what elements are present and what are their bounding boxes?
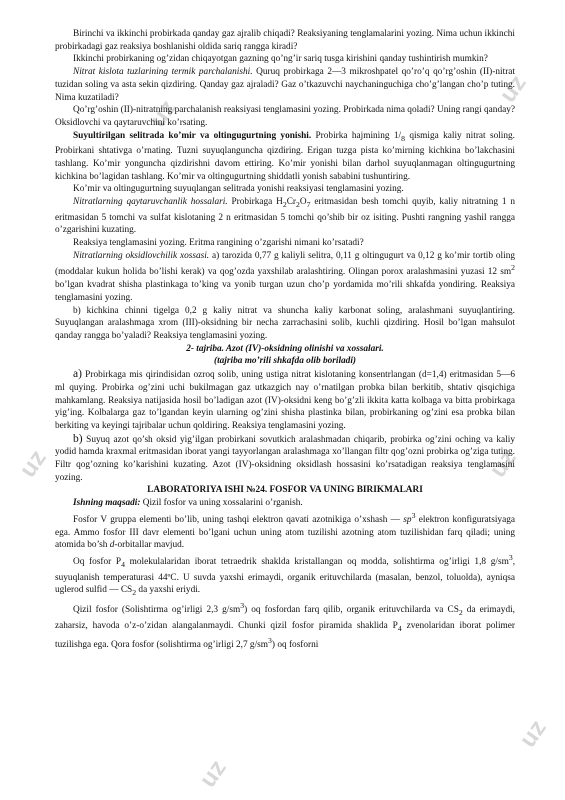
section-heading <box>55 343 515 356</box>
watermark: uz <box>14 445 52 483</box>
paragraph-text: da yaxshi eriydi. <box>136 585 201 596</box>
aim-label: Ishning maqsadi: <box>73 498 141 509</box>
paragraph: b) kichkina chinni tigelga 0,2 g kaliy nitrat va shuncha kaliy karbonat soling, aralashmani suyuqlantiring. Suyuqlangan aralashmaga xrom (III)-oksidning bir necha zarrachasini solib, kuchli qizdiring. Hosil bo’lgan mahsulot qanday rangga bo’yaladi? Reaksiya tenglamasini yozing. <box>55 305 515 341</box>
paragraph <box>55 66 515 104</box>
watermark: uz <box>194 755 232 793</box>
document-page <box>55 28 515 652</box>
paragraph <box>55 433 515 485</box>
subscript: 2 <box>458 607 463 617</box>
paragraph-text: Fosfor V gruppa elementi bo’lib, uning tashqi elektron qavati azotnikiga o’xshash — <box>73 514 404 525</box>
lab-title: LABORATORIYA ISHI №24. FOSFOR VA UNING BIRIKMALARI <box>147 485 423 496</box>
subscript: 8 <box>401 133 405 143</box>
paragraph-text: eritmasidan besh tomchi quyib, kaliy nitratning 1 n eritmasidan 5 tomchi va sulfat kislotaning 2 n eritmasidan 5 tomchi qo’shib bir oz isiting. Pushti rangning yashil rangga o’zgarishini kuzating. <box>55 197 516 236</box>
subscript: 4 <box>121 559 125 569</box>
superscript: 3 <box>508 553 513 563</box>
watermark: uz <box>144 95 182 133</box>
watermark: uz <box>484 445 522 483</box>
paragraph: Ko’mir va oltingugurtning suyuqlangan selitrada yonishi reaksiyasi tenglamasini yozing. <box>73 184 404 195</box>
paragraph-text: ) oq fosforni <box>271 640 319 651</box>
paragraph-text: da erimaydi, zaharsiz, havoda o’z-o’zidan alangalanmaydi. Chunki qizil fosfor piramida shaklida P <box>55 605 515 631</box>
subscript: 2 <box>132 588 137 598</box>
paragraph-text: sp <box>403 514 412 525</box>
superscript: 3 <box>268 636 272 646</box>
subscript: 2 <box>282 199 287 209</box>
paragraph-text: zvenolaridan iborat polimer tuzilishga ega. Qora fosfor (solishtirma og’irligi 2,7 g/sm <box>55 620 515 651</box>
paragraph <box>55 510 515 552</box>
heading-text: (tajriba mo’rili shkafda olib boriladi) <box>213 356 357 367</box>
subscript: 7 <box>306 199 311 209</box>
paragraph-text: Qizil fosfor (Solishtirma og’irligi 2,3 g/sm <box>73 605 241 616</box>
paragraph <box>55 600 515 652</box>
superscript: 2 <box>511 263 515 273</box>
superscript: 3 <box>411 510 416 520</box>
paragraph <box>55 130 515 184</box>
paragraph-text: Probirkaga H <box>227 197 283 207</box>
subscript: 4 <box>397 623 402 633</box>
paragraph-lead: Suyultirilgan selitrada ko’mir va oltingugurtning yonishi. <box>73 130 312 141</box>
item-letter: b) <box>73 432 83 445</box>
section-subheading <box>55 355 515 368</box>
paragraph: Birinchi va ikkinchi probirkada qanday gaz ajralib chiqadi? Reaksiyaning tenglamalarini yozing. Nima uchun ikkinchi probirkadagi gaz reaksiya boshlanishi oldida sariq rangga kiradi? <box>55 29 515 52</box>
paragraph: Qo’rg’oshin (II)-nitratning parchalanish reaksiyasi tenglamasini yozing. Probirkada nima qoladi? Uning rangi qanday? Oksidlovchi va qaytaruvchini ko’rsating. <box>55 105 515 128</box>
paragraph <box>55 196 515 237</box>
paragraph: Reaksiya tenglamasini yozing. Eritma rangining o’zgarishi nimani ko’rsatadi? <box>73 237 364 248</box>
paragraph-text: bo’lgan kvadrat shisha plastinkaga to’king va yonib turgan uzun cho’p yordamida mo’rili shkafda yondiring. Reaksiya tenglamasini yozing. <box>55 280 515 303</box>
paragraph-text: qismiga kaliy nitrat soling. Probirkani shtativga o’rnating. Tuzni suyuqlanguncha qizdiring. Erigan tuzga pista ko’mirning kichkina bo’lakchasini tashlang. Ko’mir yonguncha qizdirishni davom ettiring. Ko’mir yonishi bilan darhol suyuqlanmagan oltingugurtning kichkina bo’lagidan tashlang. Ko’mir va oltingugurtning shiddatli yonish sababini tushuntiring. <box>55 130 516 182</box>
paragraph-text: elektron konfiguratsiyaga ega. Ammo fosfor III davr elementi bo’lgani uchun uning atom tuzilishi azotning atom tuzilishidan farq qiladi; uning atomida bo’sh <box>55 514 515 551</box>
paragraph-text: , suyuqlanish temperaturasi 44ºC. U suvda yaxshi erimaydi, organik erituvchilarda (masalan, benzol, toluolda), ayniqsa uglerod sulfid — CS <box>55 557 516 596</box>
paragraph-text: ) oq fosfordan farq qilib, organik erituvchilarda va CS <box>244 605 459 616</box>
paragraph-text: Cr <box>286 197 297 207</box>
paragraph-lead: Nitrat kislota tuzlarining termik parchalanishi. <box>73 67 253 78</box>
paragraph-text: Probirka hajmining 1/ <box>311 130 402 141</box>
paragraph-text: -orbitallar mavjud. <box>114 540 185 551</box>
paragraph-text: a) tarozida 0,77 g kaliyli selitra, 0,11 g oltingugurt va 0,12 g ko’mir tortib oling (moddalar kukun holida bo’lishi kerak) va qog’ozda yaxshilab aralashtiring. Olingan porox aralashmasini yuzasi 12 sm <box>55 250 515 278</box>
paragraph-text: Probirkaga mis qirindisidan ozroq solib, uning ustiga nitrat kislotaning konsentrlangan (d=1,4) eritmasidan 5—6 ml quying. Probirka og’zini uchi bukilmagan gaz utkazgich nay o’rnatilgan probka bilan berkitib, shtativ qisqichiga mahkamlang. Reaksiya natijasida hosil bo’ladigan azot (IV)-oksidni keng bo’g’zli ikkita katta kolbaga va bitta probirkaga yig’ing. Kolbalarga gaz to’lgandan keyin ularning og’zini shisha plastinka bilan, probirkaning og’zini esa probka bilan berkiting va keyingi tajribalar uchun qoldiring. Reaksiya tenglamasini yozing. <box>55 370 515 431</box>
paragraph <box>55 497 515 510</box>
paragraph-lead: Nitratlarning qaytaruvchanlik hossalari. <box>73 197 228 207</box>
paragraph-text: Suyuq azot qo’sh oksid yig’ilgan probirkani sovutkich aralashmadan chiqarib, probirka og’zini oching va kaliy yodid hamda kraxmal eritmasidan iborat yangi tayyorlangan aralashmaga xo’llangan filtr qog’ozni probirka og’ziga tuting. Filtr qog’ozning ko’karishini kuzating. Azot (IV)-oksidning oksidlash hossasini ko’rsatadigan reaksiya tenglamasini yozing. <box>55 434 515 483</box>
paragraph <box>55 368 515 433</box>
paragraph-text: Qizil fosfor va uning xossalarini o’rganish. <box>140 498 303 509</box>
watermark: uz <box>494 70 532 108</box>
paragraph-text: molekulalaridan iborat tetraedrik shaklda kristallangan oq modda, solishtirma og’irligi 1,8 g/sm <box>124 557 509 568</box>
paragraph-text: d <box>109 540 115 551</box>
paragraph-lead: Nitratlarning oksidlovchilik xossasi. <box>73 250 210 261</box>
superscript: 3 <box>240 600 245 610</box>
watermark: uz <box>514 715 552 753</box>
paragraph-text: Quruq probirkaga 2—3 mikroshpatel qo’ro’q qo’rg’oshin (II)-nitrat tuzidan soling va asta sekin qizdiring. Qanday gaz ajraladi? Gaz o’tkazuvchi naychaninguchiga cho’g’langan cho’p tuting. Nima kuzatiladi? <box>55 67 515 103</box>
paragraph <box>55 552 515 600</box>
heading-text: 2- tajriba. Azot (IV)-oksidning olinishi va xossalari. <box>186 343 384 354</box>
paragraph <box>55 250 515 305</box>
item-letter: a) <box>73 368 82 381</box>
paragraph: Ikkinchi probirkaning og’zidan chiqayotgan gazning qo’ng’ir sariq tusga kirishini qanday tushintirish mumkin? <box>73 54 488 65</box>
paragraph-text: O <box>299 197 307 207</box>
paragraph-text: Oq fosfor P <box>73 557 122 568</box>
subscript: 2 <box>296 199 300 209</box>
